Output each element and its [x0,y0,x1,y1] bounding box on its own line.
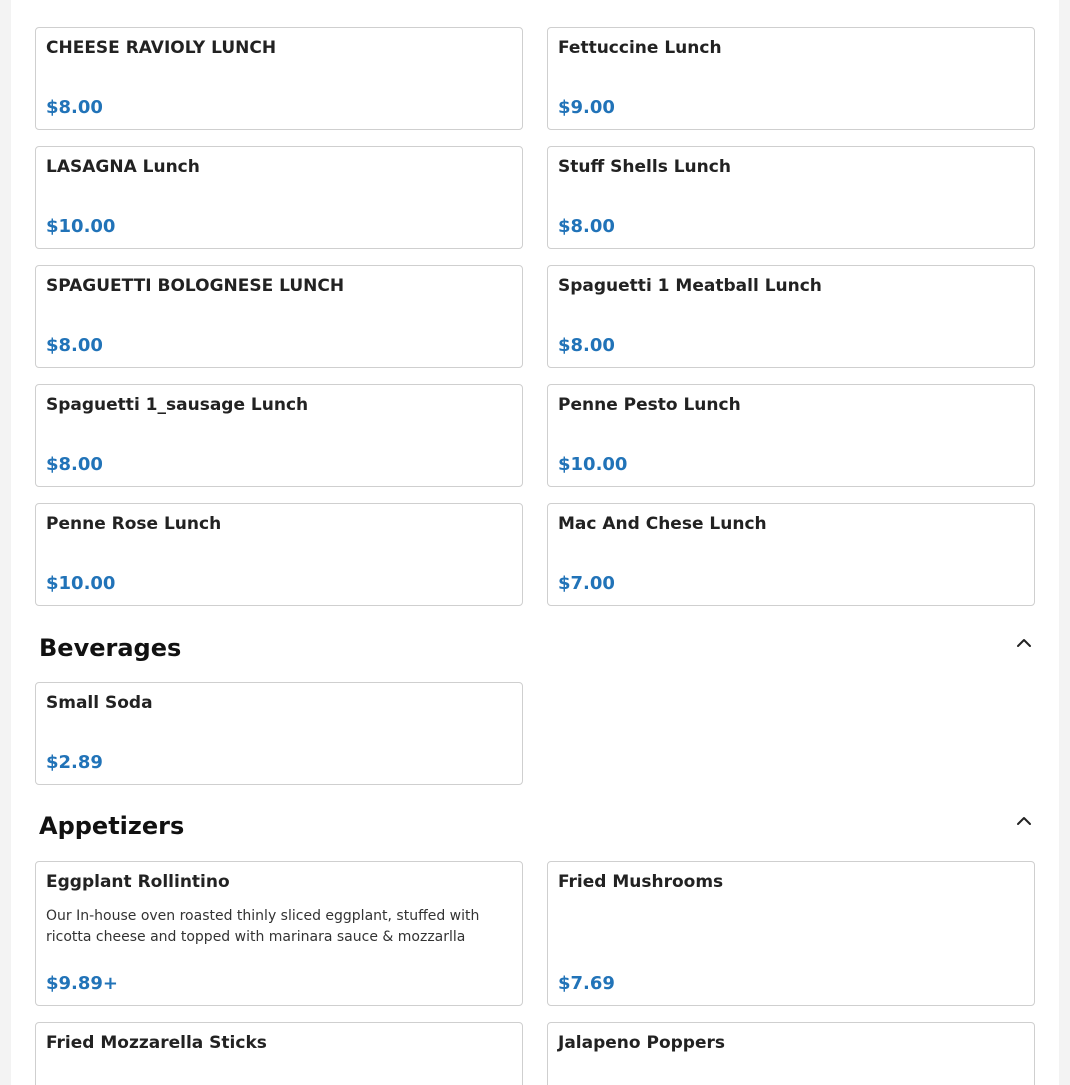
lunch-item-grid [35,27,1034,606]
item-price: $8.00 [558,216,615,237]
item-price: $9.00 [558,97,615,118]
menu-item-card[interactable] [35,27,523,130]
item-name: Penne Pesto Lunch [558,395,741,415]
item-name: Spaguetti 1_sausage Lunch [46,395,309,415]
menu-item-card[interactable] [547,265,1035,368]
menu-item-card[interactable] [35,146,523,249]
item-name: Spaguetti 1 Meatball Lunch [558,276,822,296]
chevron-up-icon[interactable] [1014,812,1034,832]
section-title: Appetizers [39,812,185,840]
menu-item-card[interactable] [547,384,1035,487]
item-name: Fettuccine Lunch [558,38,722,58]
menu-item-card[interactable] [35,682,523,785]
chevron-up-icon[interactable] [1014,634,1034,654]
menu-item-card[interactable] [35,1022,523,1085]
item-name: LASAGNA Lunch [46,157,200,177]
item-name: Small Soda [46,693,153,713]
appetizers-section-header[interactable] [39,812,1034,842]
item-description: Our In-house oven roasted thinly sliced eggplant, stuffed with ricotta cheese and topped with marinara sauce & mozzarlla [46,908,480,945]
menu-item-card[interactable] [35,503,523,606]
item-name: Fried Mushrooms [558,872,724,892]
section-title: Beverages [39,634,182,662]
item-price: $7.00 [558,573,615,594]
item-name: Mac And Chese Lunch [558,514,767,534]
menu-item-card[interactable] [547,146,1035,249]
menu-item-card[interactable] [35,384,523,487]
item-name: SPAGUETTI BOLOGNESE LUNCH [46,276,345,296]
item-price: $8.00 [46,97,103,118]
item-price: $10.00 [46,216,116,237]
item-price: $9.89+ [46,973,119,994]
item-name: CHEESE RAVIOLY LUNCH [46,38,277,58]
menu-item-card[interactable] [547,1022,1035,1085]
menu-item-card[interactable] [547,861,1035,1006]
item-name: Penne Rose Lunch [46,514,222,534]
menu-item-card[interactable] [35,861,523,1006]
item-price: $8.00 [46,454,103,475]
item-name: Stuff Shells Lunch [558,157,731,177]
item-price: $8.00 [46,335,103,356]
item-name: Fried Mozzarella Sticks [46,1033,267,1053]
item-name: Eggplant Rollintino [46,872,230,892]
item-price: $10.00 [46,573,116,594]
item-price: $7.69 [558,973,615,994]
menu-page [11,0,1059,1085]
item-price: $8.00 [558,335,615,356]
beverages-section-header[interactable] [39,634,1034,664]
item-price: $2.89 [46,752,103,773]
menu-item-card[interactable] [547,27,1035,130]
menu-item-card[interactable] [547,503,1035,606]
appetizers-item-grid [35,861,1034,1085]
item-name: Jalapeno Poppers [558,1033,726,1053]
item-price: $10.00 [558,454,628,475]
beverages-item-grid [35,682,1034,785]
menu-item-card[interactable] [35,265,523,368]
